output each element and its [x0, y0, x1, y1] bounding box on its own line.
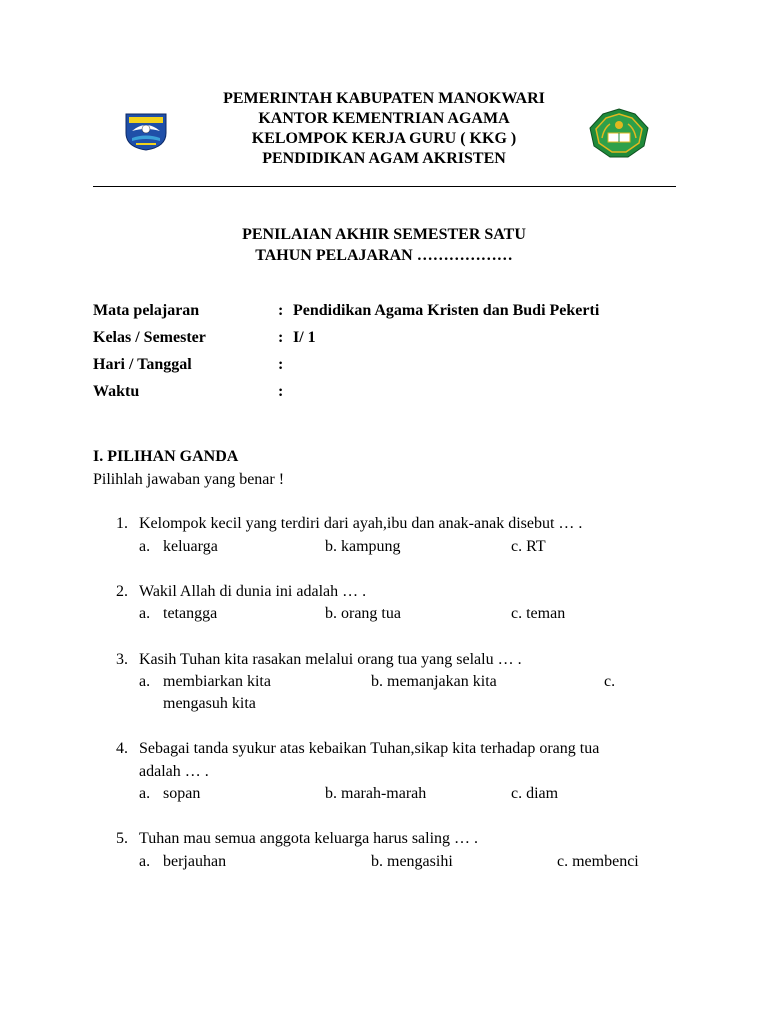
question-number: 2. — [116, 583, 128, 600]
option-b: b. mengasihi — [371, 853, 453, 870]
option-a: berjauhan — [163, 853, 227, 870]
info-value: I/ 1 — [293, 329, 316, 346]
question-number: 4. — [116, 740, 128, 757]
info-label: Kelas / Semester — [93, 329, 206, 346]
option-b: b. marah-marah — [325, 785, 427, 802]
option-a: tetangga — [163, 605, 218, 622]
option-c: c. teman — [511, 605, 566, 622]
option-a-letter: a. — [139, 673, 151, 690]
option-c: c. diam — [511, 785, 559, 802]
info-colon: : — [278, 383, 284, 400]
letterhead-line-3: KELOMPOK KERJA GURU ( KKG ) — [251, 130, 517, 147]
question-text: Kasih Tuhan kita rasakan melalui orang tua yang selalu … . — [139, 651, 522, 668]
option-a-letter: a. — [139, 853, 151, 870]
question-text: Kelompok kecil yang terdiri dari ayah,ibu dan anak-anak disebut … . — [139, 515, 583, 532]
question-text: Tuhan mau semua anggota keluarga harus saling … . — [139, 830, 479, 847]
question-text-continued: adalah … . — [139, 763, 209, 780]
option-a-letter: a. — [139, 605, 151, 622]
option-b: b. kampung — [325, 538, 401, 555]
letterhead-line-4: PENDIDIKAN AGAM AKRISTEN — [262, 150, 506, 167]
exam-title-line: PENILAIAN AKHIR SEMESTER SATU — [242, 226, 526, 243]
letterhead-line-2: KANTOR KEMENTRIAN AGAMA — [258, 110, 510, 127]
option-c: c. — [604, 673, 616, 690]
question-text: Sebagai tanda syukur atas kebaikan Tuhan,sikap kita terhadap orang tua — [139, 740, 600, 757]
info-label: Mata pelajaran — [93, 302, 200, 319]
option-a-letter: a. — [139, 538, 151, 555]
option-a: keluarga — [163, 538, 218, 555]
exam-year-line: TAHUN PELAJARAN ……………… — [255, 247, 513, 264]
header-divider — [93, 186, 676, 187]
section-title: I. PILIHAN GANDA — [93, 448, 239, 465]
info-colon: : — [278, 302, 284, 319]
info-colon: : — [278, 356, 284, 373]
option-a: sopan — [163, 785, 201, 802]
option-c-continued: mengasuh kita — [163, 695, 256, 712]
info-label: Waktu — [93, 383, 140, 400]
question-text: Wakil Allah di dunia ini adalah … . — [139, 583, 367, 600]
info-value: Pendidikan Agama Kristen dan Budi Pekerti — [293, 302, 600, 319]
info-label: Hari / Tanggal — [93, 356, 192, 373]
option-c: c. membenci — [557, 853, 639, 870]
info-colon: : — [278, 329, 284, 346]
letterhead-line-1: PEMERINTAH KABUPATEN MANOKWARI — [223, 90, 545, 107]
option-b: b. orang tua — [325, 605, 401, 622]
question-number: 5. — [116, 830, 128, 847]
option-a: membiarkan kita — [163, 673, 271, 690]
option-b: b. memanjakan kita — [371, 673, 497, 690]
question-number: 1. — [116, 515, 128, 532]
option-c: c. RT — [511, 538, 546, 555]
letterhead — [0, 89, 768, 169]
exam-title — [0, 224, 768, 266]
option-a-letter: a. — [139, 785, 151, 802]
section-instruction: Pilihlah jawaban yang benar ! — [93, 471, 285, 488]
question-number: 3. — [116, 651, 128, 668]
